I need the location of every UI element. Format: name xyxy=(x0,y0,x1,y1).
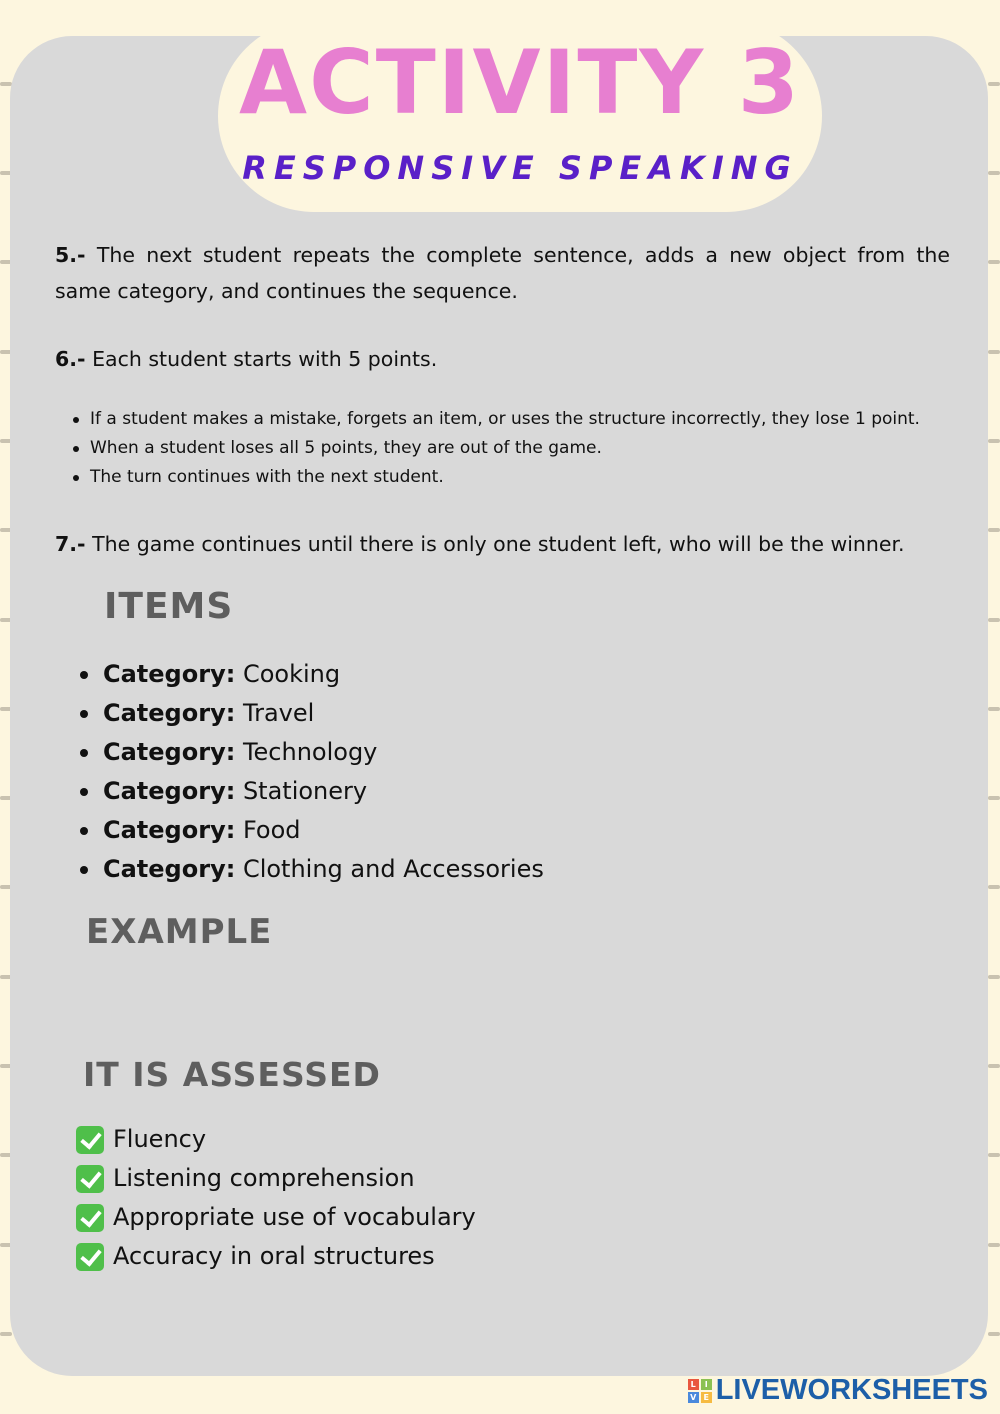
logo-tile: E xyxy=(701,1392,712,1403)
logo-tile: V xyxy=(688,1392,699,1403)
category-label: Category: xyxy=(103,699,236,727)
category-label: Category: xyxy=(103,738,236,766)
list-item xyxy=(78,655,544,694)
assessed-heading: IT IS ASSESSED xyxy=(83,1055,381,1094)
example-heading: EXAMPLE xyxy=(86,912,273,952)
assessed-label: Appropriate use of vocabulary xyxy=(113,1203,476,1231)
category-value: Technology xyxy=(235,738,378,766)
category-value: Cooking xyxy=(235,660,341,688)
list-item xyxy=(78,811,544,850)
check-icon xyxy=(76,1165,104,1193)
margin-rule xyxy=(988,796,1000,800)
margin-rule xyxy=(988,1153,1000,1157)
step-6 xyxy=(55,341,950,377)
margin-rule xyxy=(988,1064,1000,1068)
step-number: 5.- xyxy=(55,243,86,267)
margin-rule xyxy=(988,707,1000,711)
assessed-list xyxy=(76,1120,476,1276)
margin-rule xyxy=(988,618,1000,622)
step-text: The game continues until there is only one student left, who will be the winner. xyxy=(85,532,905,556)
category-value: Food xyxy=(235,816,301,844)
category-label: Category: xyxy=(103,855,236,883)
category-value: Clothing and Accessories xyxy=(235,855,544,883)
logo-tile: I xyxy=(701,1379,712,1390)
list-item: The turn continues with the next student. xyxy=(72,463,920,492)
list-item xyxy=(78,772,544,811)
margin-rule xyxy=(0,1332,12,1336)
margin-rule xyxy=(988,260,1000,264)
items-list xyxy=(78,655,544,889)
category-label: Category: xyxy=(103,777,236,805)
brand-name: LIVEWORKSHEETS xyxy=(715,1374,988,1406)
margin-rule xyxy=(988,975,1000,979)
list-item xyxy=(78,850,544,889)
step-text: The next student repeats the complete sentence, adds a new object from the same category, and continues the sequence. xyxy=(55,243,950,303)
list-item xyxy=(78,694,544,733)
step-5 xyxy=(55,237,950,309)
assessed-label: Accuracy in oral structures xyxy=(113,1242,435,1270)
list-item xyxy=(76,1159,476,1198)
margin-rule xyxy=(988,439,1000,443)
step-number: 6.- xyxy=(55,347,86,371)
page-subtitle: RESPONSIVE SPEAKING xyxy=(242,149,798,187)
list-item: If a student makes a mistake, forgets an item, or uses the structure incorrectly, they lose 1 point. xyxy=(72,405,920,434)
category-value: Travel xyxy=(235,699,315,727)
liveworksheets-logo[interactable] xyxy=(688,1374,988,1407)
category-label: Category: xyxy=(103,816,236,844)
list-item xyxy=(78,733,544,772)
assessed-label: Listening comprehension xyxy=(113,1164,415,1192)
category-label: Category: xyxy=(103,660,236,688)
list-item xyxy=(76,1198,476,1237)
margin-rule xyxy=(988,885,1000,889)
logo-tile: L xyxy=(688,1379,699,1390)
logo-icon xyxy=(688,1379,712,1403)
assessed-label: Fluency xyxy=(113,1125,207,1153)
step-number: 7.- xyxy=(55,532,86,556)
list-item xyxy=(76,1237,476,1276)
list-item xyxy=(76,1120,476,1159)
items-heading: ITEMS xyxy=(104,586,234,627)
check-icon xyxy=(76,1243,104,1271)
page-title: ACTIVITY 3 xyxy=(239,31,801,134)
margin-rule xyxy=(988,82,1000,86)
category-value: Stationery xyxy=(235,777,368,805)
margin-rule xyxy=(988,171,1000,175)
rules-list xyxy=(72,405,920,492)
margin-rule xyxy=(988,350,1000,354)
margin-rule xyxy=(988,1243,1000,1247)
step-7 xyxy=(55,526,950,562)
step-text: Each student starts with 5 points. xyxy=(85,347,438,371)
check-icon xyxy=(76,1204,104,1232)
check-icon xyxy=(76,1126,104,1154)
margin-rule xyxy=(988,528,1000,532)
margin-rule xyxy=(988,1332,1000,1336)
list-item: When a student loses all 5 points, they are out of the game. xyxy=(72,434,920,463)
